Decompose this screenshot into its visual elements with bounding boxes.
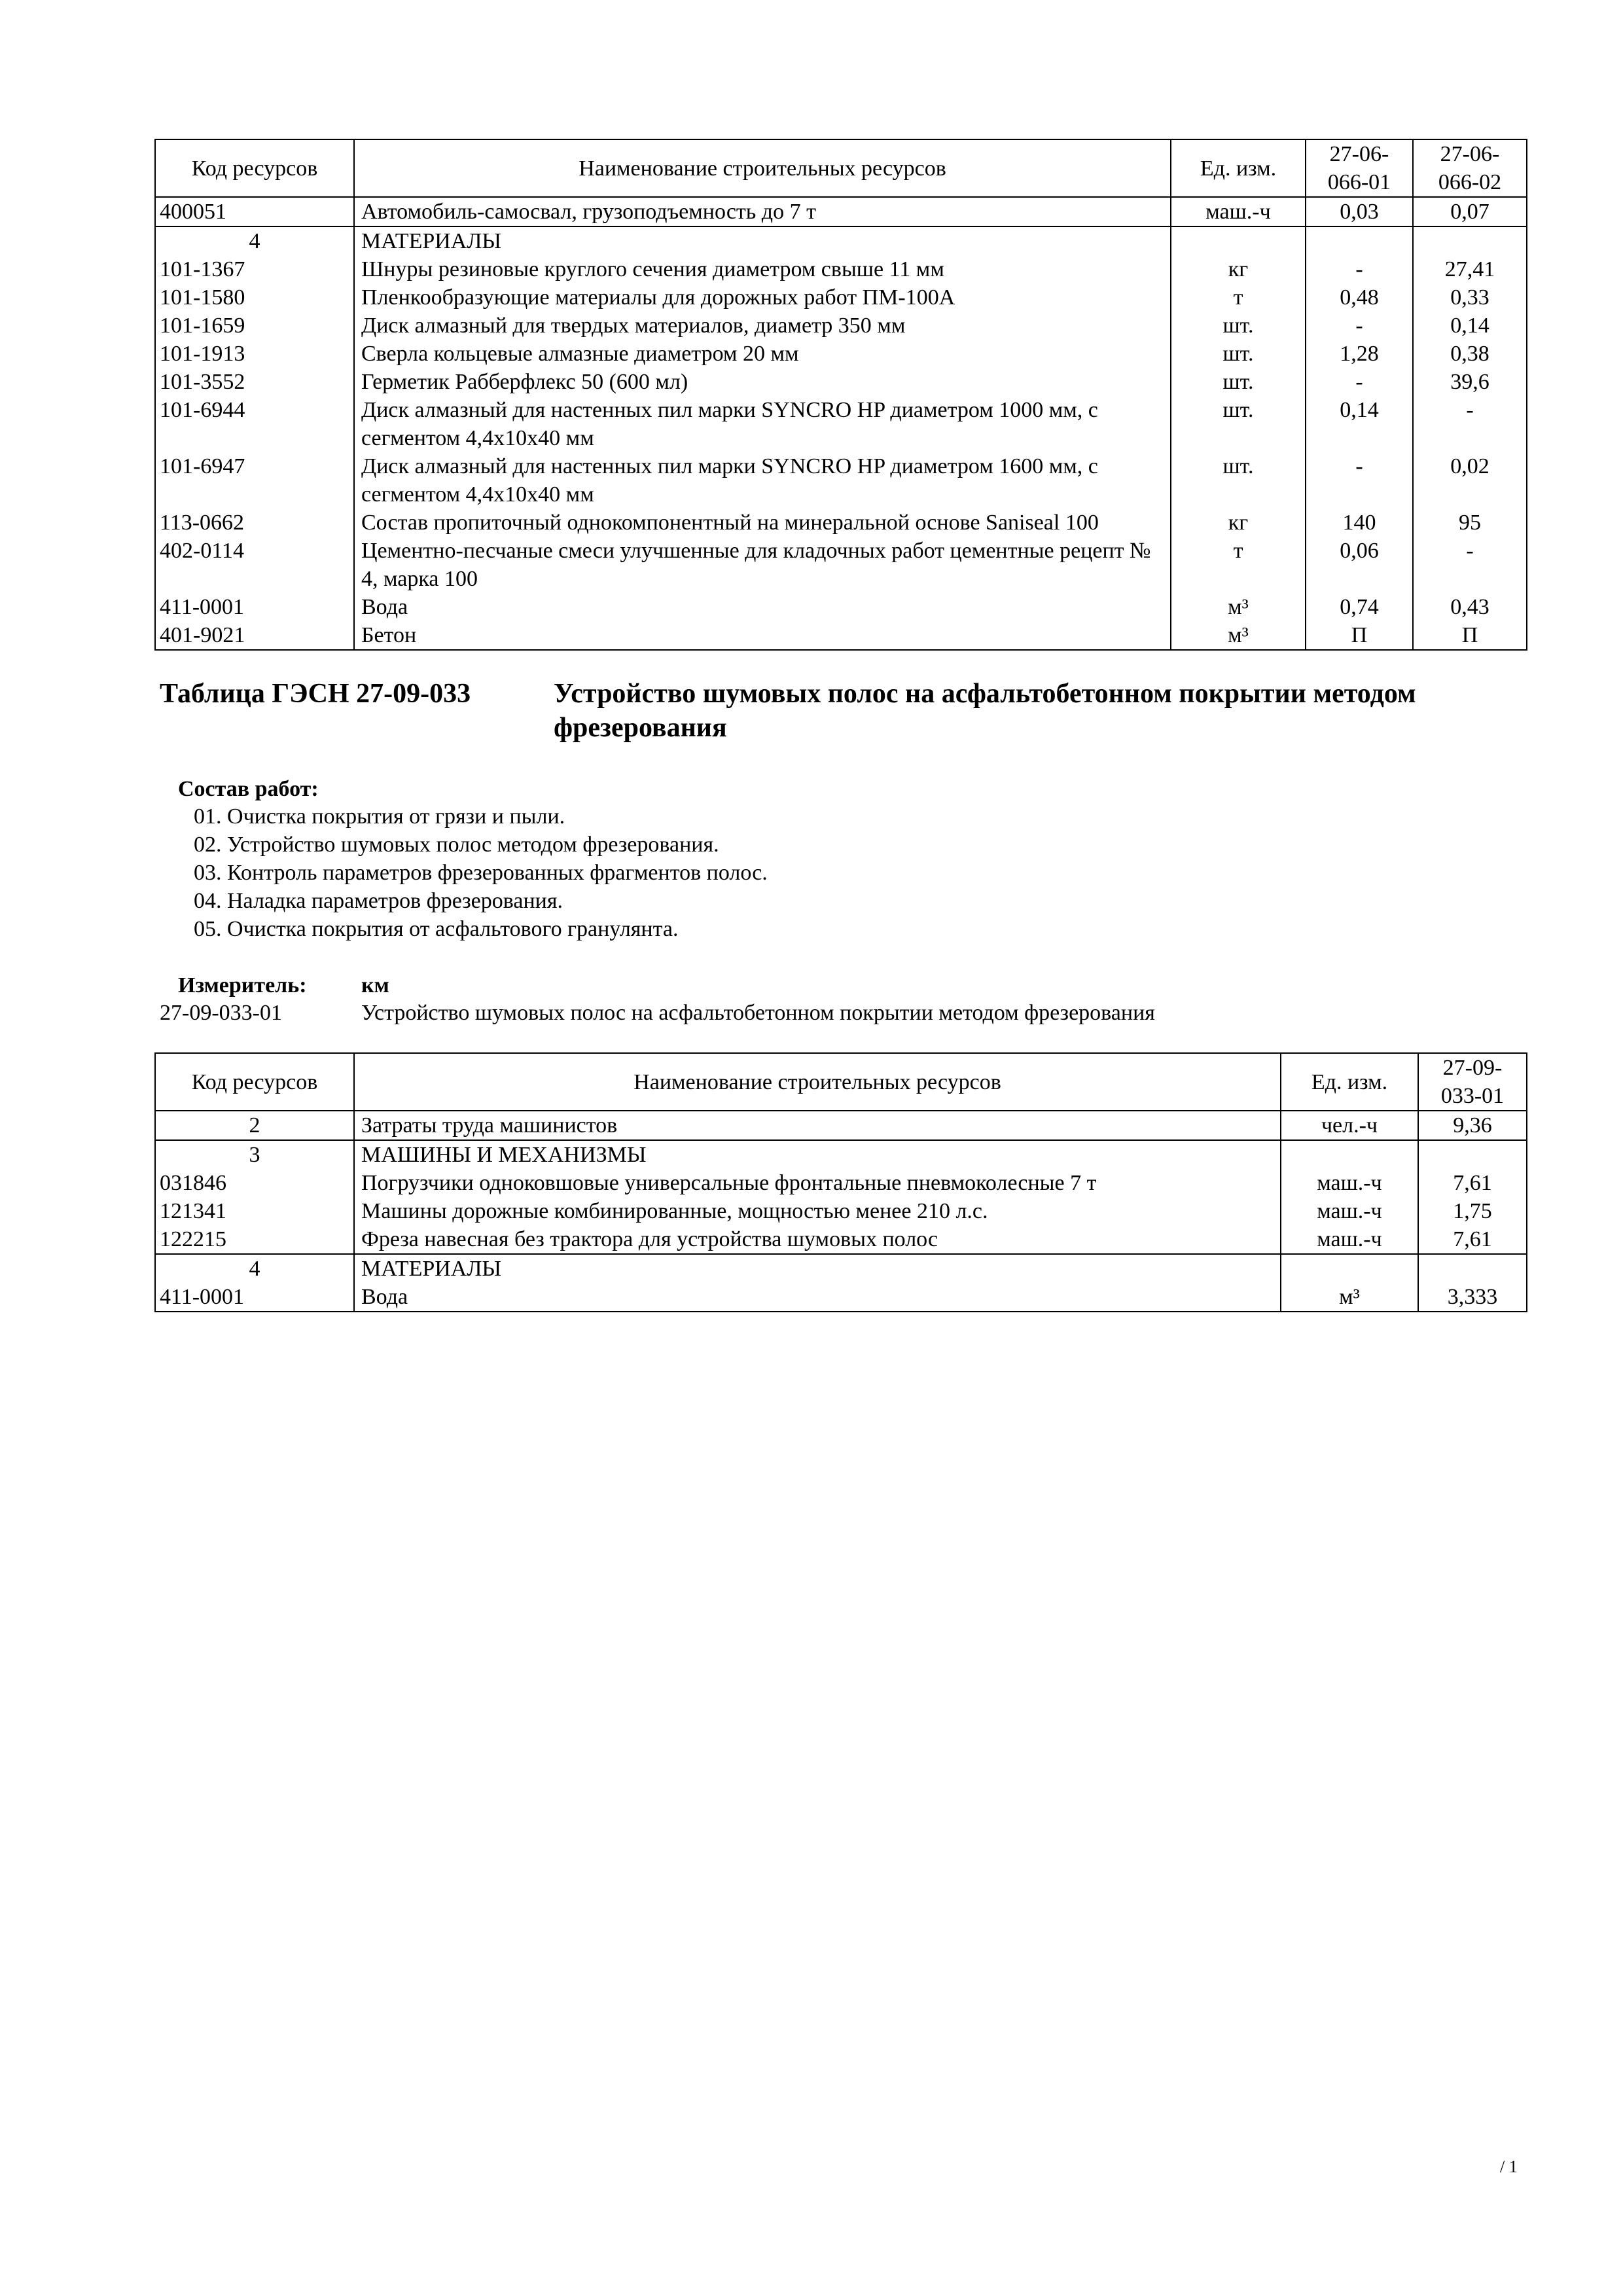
table-row: 101-1659 Диск алмазный для твердых материалов, диаметр 350 мм шт. - 0,14 — [155, 312, 1527, 340]
table-header-row — [155, 1053, 1527, 1111]
table-row: 113-0662 Состав пропиточный однокомпонентный на минеральной основе Saniseal 100 кг 140 95 — [155, 509, 1527, 537]
table-row: 101-1367 Шнуры резиновые круглого сечения диаметром свыше 11 мм кг - 27,41 — [155, 255, 1527, 283]
col-header-norm-1: 27-09- 033-01 — [1418, 1053, 1527, 1111]
table-row: 101-1913 Сверла кольцевые алмазные диаметром 20 мм шт. 1,28 0,38 — [155, 340, 1527, 368]
list-item: 04. Наладка параметров фрезерования. — [194, 889, 563, 913]
norm-name: Устройство шумовых полос на асфальтобетонном покрытии методом фрезерования — [361, 1001, 1155, 1025]
col-header-norm-2: 27-06- 066-02 — [1413, 139, 1527, 197]
col-header-name: Наименование строительных ресурсов — [354, 1053, 1281, 1111]
table-row: 101-1580 Пленкообразующие материалы для дорожных работ ПМ-100А т 0,48 0,33 — [155, 283, 1527, 312]
table-row: 401-9021 Бетон м³ П П — [155, 621, 1527, 650]
table-row: 402-0114 Цементно-песчаные смеси улучшенные для кладочных работ цементные рецепт № 4, марка 100 т 0,06 - — [155, 537, 1527, 593]
col-header-unit: Ед. изм. — [1281, 1053, 1418, 1111]
table-row: 400051 Автомобиль-самосвал, грузоподъемность до 7 т маш.-ч 0,03 0,07 — [155, 197, 1527, 226]
list-item: 01. Очистка покрытия от грязи и пыли. — [194, 804, 565, 829]
table-row: 411-0001 Вода м³ 3,333 — [155, 1283, 1527, 1312]
table-row: 031846 Погрузчики одноковшовые универсальные фронтальные пневмоколесные 7 т маш.-ч 7,61 — [155, 1169, 1527, 1197]
page-number: / 1 — [1500, 2157, 1518, 2176]
table-row: 101-6944 Диск алмазный для настенных пил марки SYNCRO HP диаметром 1000 мм, с сегментом 4,4х10х40 мм шт. 0,14 - — [155, 396, 1527, 452]
section-row: 3 МАШИНЫ И МЕХАНИЗМЫ — [155, 1140, 1527, 1169]
group-labor — [155, 1111, 1527, 1140]
list-item: 02. Устройство шумовых полос методом фрезерования. — [194, 833, 719, 857]
col-header-unit: Ед. изм. — [1171, 139, 1306, 197]
work-list — [194, 802, 768, 943]
table-row: 101-3552 Герметик Рабберфлекс 50 (600 мл) шт. - 39,6 — [155, 368, 1527, 396]
col-header-code: Код ресурсов — [155, 139, 354, 197]
resources-table-2 — [154, 1052, 1527, 1312]
section-row: 4 МАТЕРИАЛЫ — [155, 226, 1527, 255]
table-row: 121341 Машины дорожные комбинированные, мощностью менее 210 л.с. маш.-ч 1,75 — [155, 1197, 1527, 1225]
group-machines — [155, 197, 1527, 226]
list-item: 05. Очистка покрытия от асфальтового гранулянта. — [194, 917, 679, 941]
table-title: Устройство шумовых полос на асфальтобетонном покрытии методом фрезерования — [554, 679, 1416, 743]
col-header-code: Код ресурсов — [155, 1053, 354, 1111]
table-row: 122215 Фреза навесная без трактора для устройства шумовых полос маш.-ч 7,61 — [155, 1225, 1527, 1254]
resources-table-1 — [154, 139, 1527, 651]
col-header-norm-1: 27-06- 066-01 — [1306, 139, 1413, 197]
table-row: 411-0001 Вода м³ 0,74 0,43 — [155, 593, 1527, 621]
table-label: Таблица ГЭСН 27-09-033 — [160, 679, 471, 709]
work-heading: Состав работ: — [178, 777, 319, 801]
group-machines — [155, 1140, 1527, 1254]
list-item: 03. Контроль параметров фрезерованных фрагментов полос. — [194, 861, 768, 885]
meter-value: км — [361, 973, 389, 997]
col-header-name: Наименование строительных ресурсов — [354, 139, 1171, 197]
norm-code: 27-09-033-01 — [160, 1001, 282, 1025]
table-row: 101-6947 Диск алмазный для настенных пил марки SYNCRO HP диаметром 1600 мм, с сегментом 4,4х10х40 мм шт. - 0,02 — [155, 452, 1527, 509]
table-header-row — [155, 139, 1527, 197]
meter-label: Измеритель: — [178, 973, 307, 997]
section-row: 2 Затраты труда машинистов чел.-ч 9,36 — [155, 1111, 1527, 1140]
section-row: 4 МАТЕРИАЛЫ — [155, 1254, 1527, 1283]
group-materials — [155, 226, 1527, 650]
group-materials — [155, 1254, 1527, 1312]
